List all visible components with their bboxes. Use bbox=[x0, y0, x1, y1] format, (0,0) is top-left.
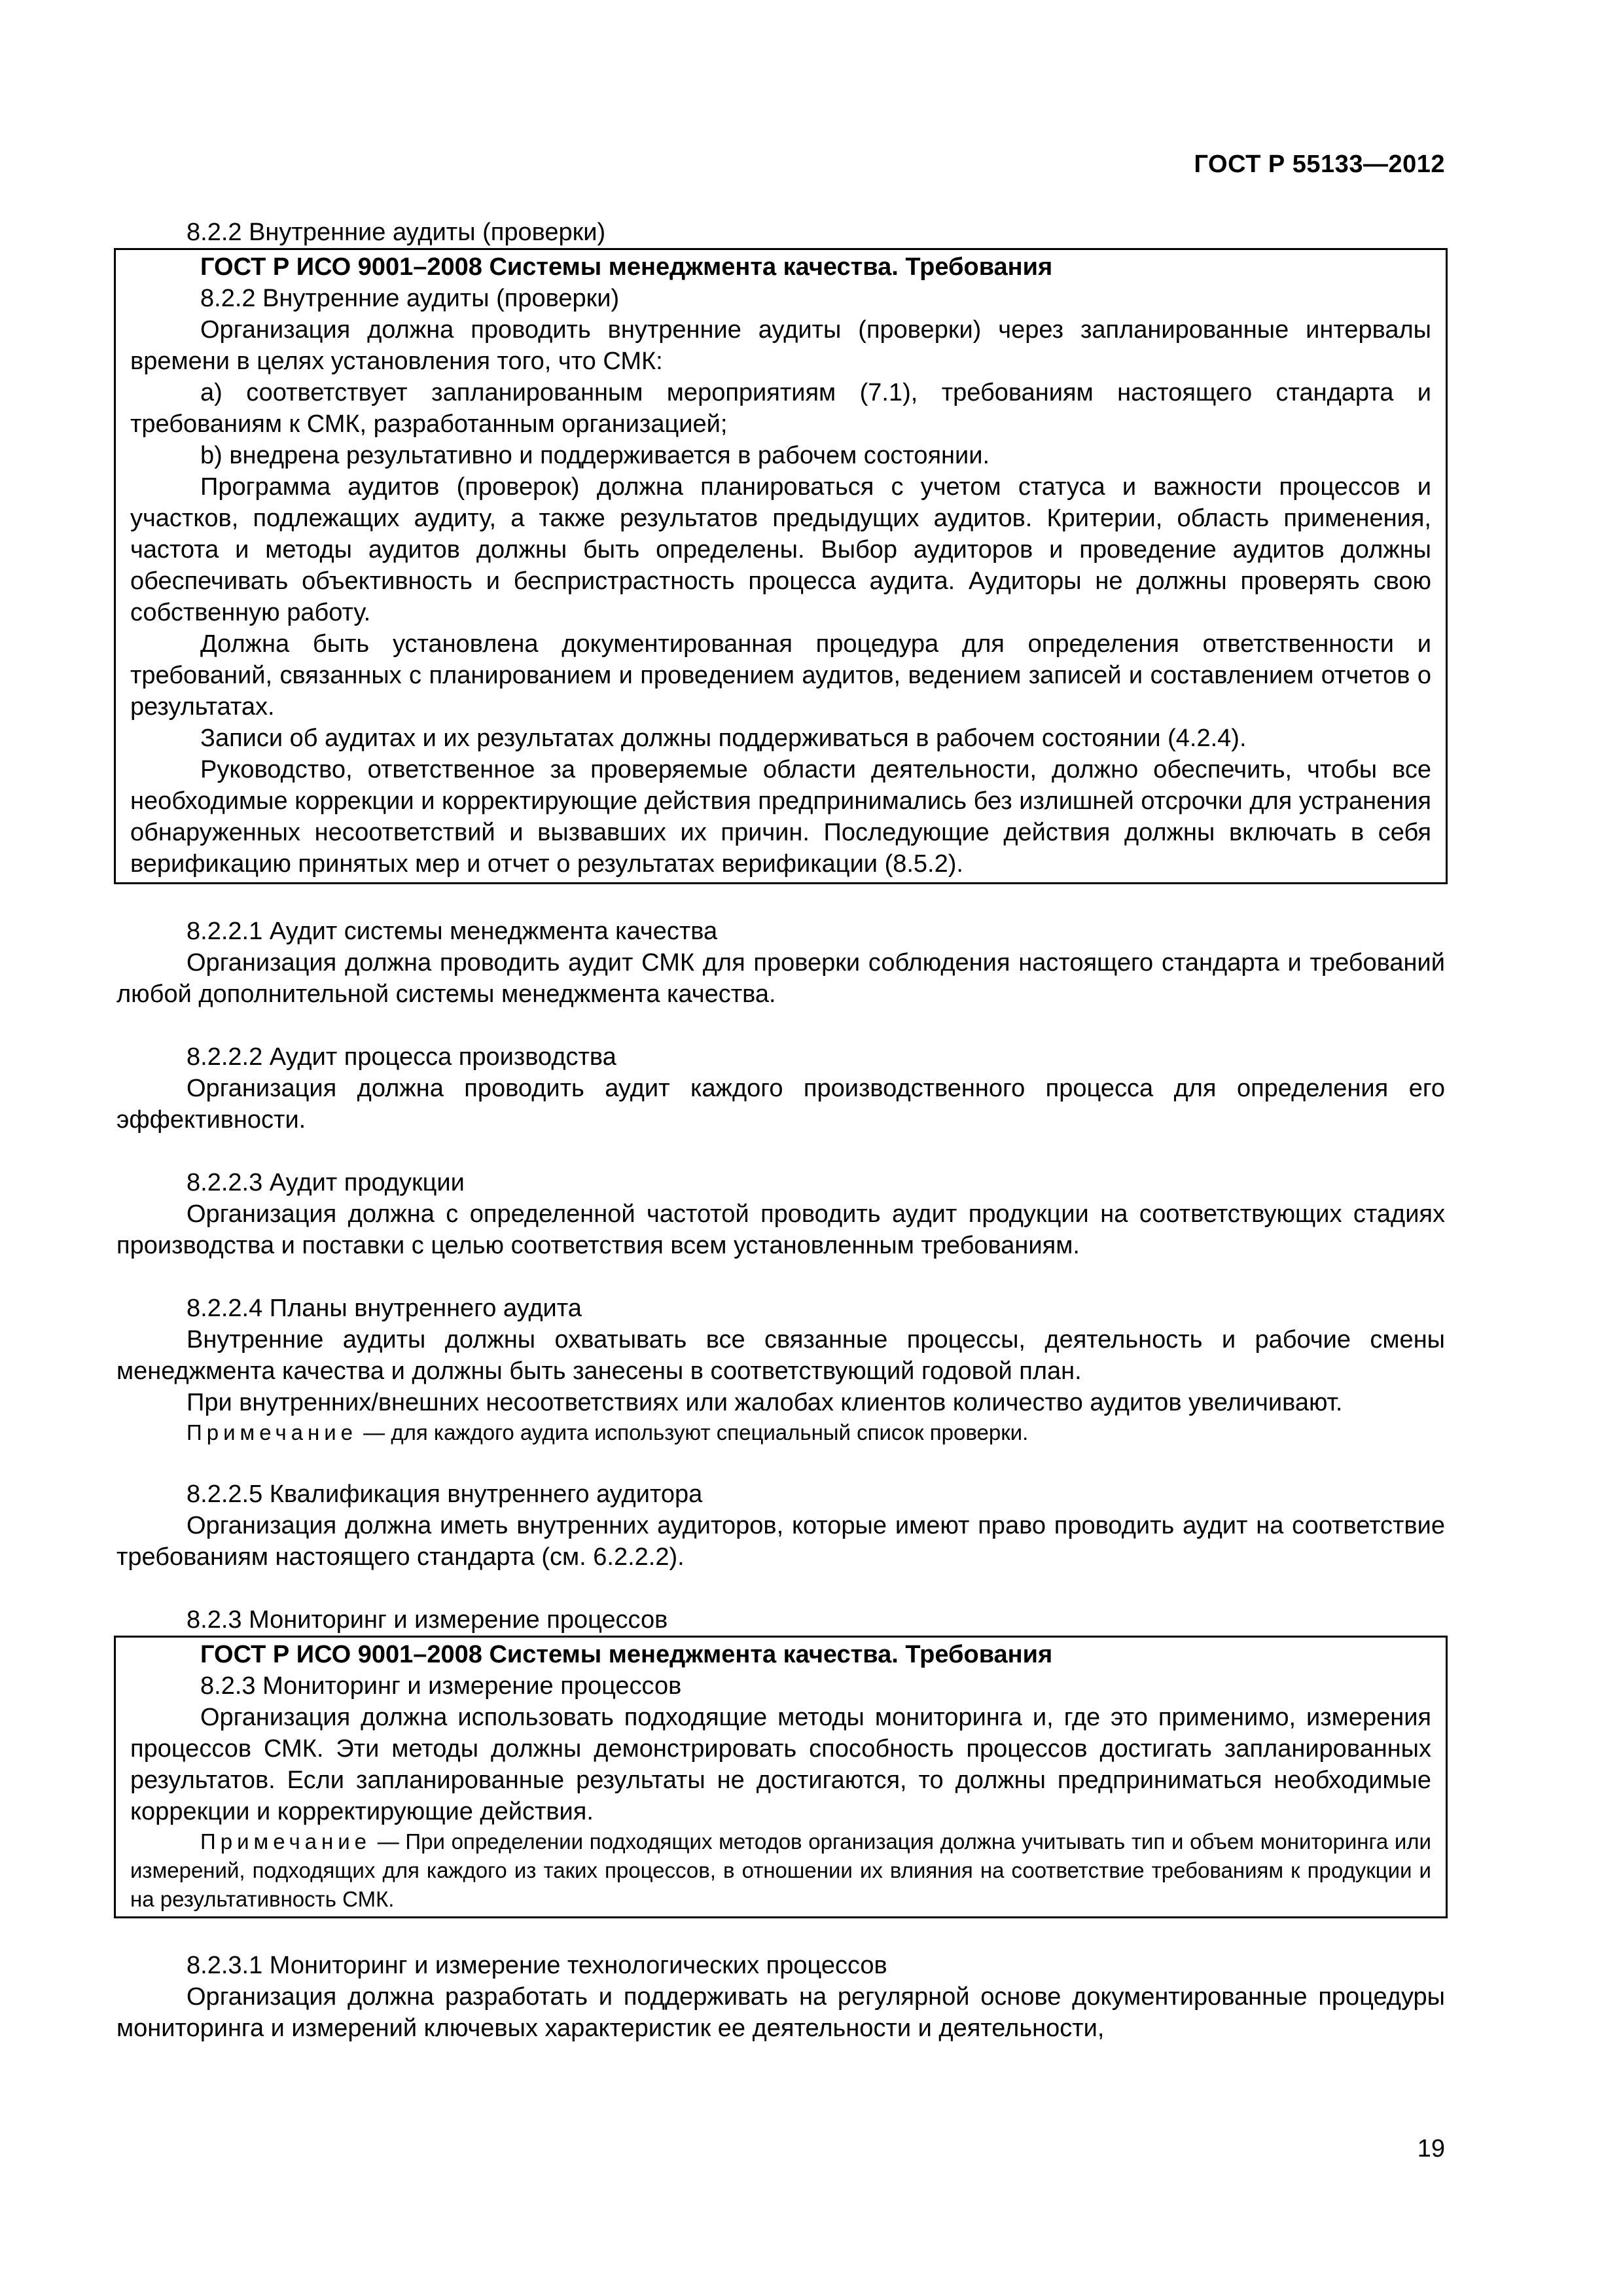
section-text: Внутренние аудиты должны охватывать все связанные процессы, деятельность и рабочие смены менеджмента качества и должны быть занесены в соответствующий годовой план. bbox=[116, 1326, 1445, 1385]
section-heading-8-2-2-4: 8.2.2.4 Планы внутреннего аудита bbox=[187, 1295, 582, 1322]
box-note bbox=[130, 1827, 1431, 1914]
note bbox=[116, 1418, 1445, 1447]
box-paragraph: Записи об аудитах и их результатах должны поддерживаться в рабочем состоянии (4.2.4). bbox=[200, 725, 1247, 752]
section-text: Организация должна проводить аудит каждого производственного процесса для определения его эффективности. bbox=[116, 1075, 1445, 1134]
box-paragraph: Должна быть установлена документированная процедура для определения ответственности и требований, связанных с планированием и проведением аудитов, ведением записей и составлением отчетов о результатах. bbox=[130, 630, 1431, 721]
section-text: Организация должна иметь внутренних аудиторов, которые имеют право проводить аудит на соответствие требованиям настоящего стандарта (см. 6.2.2.2). bbox=[116, 1512, 1445, 1571]
quoted-standard-box-8-2-3 bbox=[114, 1636, 1448, 1918]
section-text: Организация должна разработать и поддерживать на регулярной основе документированные процедуры мониторинга и измерений ключевых характеристик ее деятельности и деятельности, bbox=[116, 1983, 1445, 2042]
note-text: — При определении подходящих методов организация должна учитывать тип и объем мониторинга или измерений, подходящих для каждого из таких процессов, в отношении их влияния на соответствие требованиям к продукции и на результативность СМК. bbox=[130, 1829, 1431, 1911]
section-text: Организация должна проводить аудит СМК для проверки соблюдения настоящего стандарта и требований любой дополнительной системы менеджмента качества. bbox=[116, 949, 1445, 1008]
note-label: Примечание bbox=[200, 1829, 372, 1854]
box-title: ГОСТ Р ИСО 9001–2008 Системы менеджмента качества. Требования bbox=[200, 1641, 1053, 1668]
section-heading-8-2-3: 8.2.3 Мониторинг и измерение процессов bbox=[187, 1606, 668, 1634]
box-subheading: 8.2.2 Внутренние аудиты (проверки) bbox=[200, 285, 620, 312]
page-content bbox=[116, 217, 1445, 2044]
box-list-item-b: b) внедрена результативно и поддерживается в рабочем состоянии. bbox=[200, 442, 990, 469]
box-list-item-a: a) соответствует запланированным мероприятиям (7.1), требованиям настоящего стандарта и требованиям к СМК, разработанным организацией; bbox=[130, 379, 1431, 438]
section-spacer bbox=[116, 1261, 1445, 1293]
section-text: Организация должна с определенной частотой проводить аудит продукции на соответствующих стадиях производства и поставки с целью соответствия всем установленным требованиям. bbox=[116, 1200, 1445, 1259]
section-text: При внутренних/внешних несоответствиях или жалобах клиентов количество аудитов увеличивают. bbox=[187, 1389, 1343, 1416]
section-heading-8-2-2-2: 8.2.2.2 Аудит процесса производства bbox=[187, 1043, 616, 1071]
box-paragraph: Программа аудитов (проверок) должна планироваться с учетом статуса и важности процессов и участков, подлежащих аудиту, а также результатов предыдущих аудитов. Критерии, область применения, частота и методы аудитов должны быть определены. Выбор аудиторов и проведение аудитов должны обеспечивать объективность и беспристрастность процесса аудита. Аудиторы не должны проверять свою собственную работу. bbox=[130, 473, 1431, 626]
section-spacer bbox=[116, 1010, 1445, 1041]
box-subheading: 8.2.3 Мониторинг и измерение процессов bbox=[200, 1672, 682, 1700]
box-paragraph: Организация должна использовать подходящие методы мониторинга и, где это применимо, измерения процессов СМК. Эти методы должны демонстрировать способность процессов достигать запланированных результатов. Если запланированные результаты не достигаются, то должны предприниматься необходимые коррекции и корректирующие действия. bbox=[130, 1704, 1431, 1825]
section-spacer bbox=[116, 1447, 1445, 1479]
section-heading-8-2-2-3: 8.2.2.3 Аудит продукции bbox=[187, 1169, 465, 1196]
note-text: — для каждого аудита используют специальный список проверки. bbox=[357, 1420, 1029, 1444]
page-number: 19 bbox=[1417, 2135, 1445, 2162]
box-paragraph: Руководство, ответственное за проверяемые области деятельности, должно обеспечить, чтобы все необходимые коррекции и корректирующие действия предпринимались без излишней отсрочки для устранения обнаруженных несоответствий и вызвавших их причин. Последующие действия должны включать в себя верификацию принятых мер и отчет о результатах верификации (8.5.2). bbox=[130, 756, 1431, 878]
section-spacer bbox=[116, 1918, 1445, 1950]
section-heading-8-2-2-1: 8.2.2.1 Аудит системы менеджмента качества bbox=[187, 918, 718, 945]
section-heading-8-2-3-1: 8.2.3.1 Мониторинг и измерение технологических процессов bbox=[187, 1952, 887, 1979]
box-title: ГОСТ Р ИСО 9001–2008 Системы менеджмента качества. Требования bbox=[200, 253, 1053, 281]
section-heading-8-2-2: 8.2.2 Внутренние аудиты (проверки) bbox=[187, 219, 606, 246]
section-heading-8-2-2-5: 8.2.2.5 Квалификация внутреннего аудитора bbox=[187, 1480, 703, 1508]
section-spacer bbox=[116, 1573, 1445, 1604]
note-label: Примечание bbox=[187, 1420, 358, 1444]
box-paragraph: Организация должна проводить внутренние аудиты (проверки) через запланированные интервалы времени в целях установления того, что СМК: bbox=[130, 316, 1431, 375]
section-spacer bbox=[116, 1136, 1445, 1167]
section-spacer bbox=[116, 884, 1445, 916]
quoted-standard-box-8-2-2 bbox=[114, 248, 1448, 884]
document-code-header: ГОСТ Р 55133—2012 bbox=[1194, 151, 1445, 178]
